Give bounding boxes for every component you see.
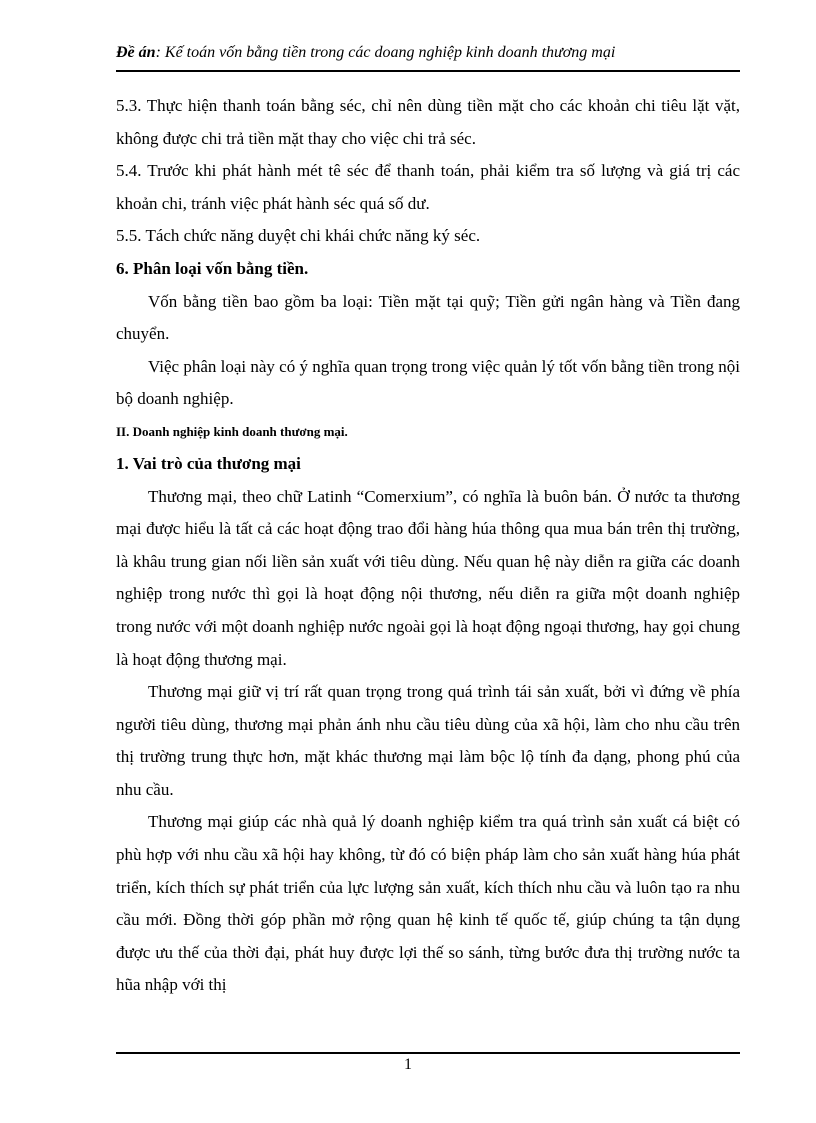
paragraph-3: Thương mại giúp các nhà quả lý doanh nghiệp kiểm tra quá trình sản xuất cá biệt có phù hợp với nhu cầu xã hội hay không, từ đó có biện pháp làm cho sản xuất hàng húa phát triển, kích thích sự phát triển của lực lượng sản xuất, kích thích nhu cầu và luôn tạo ra nhu cầu mới. Đồng thời góp phần mở rộng quan hệ kinh tế quốc tế, giúp chúng ta tận dụng được ưu thế của thời đại, phát huy được lợi thế so sánh, từng bước đưa thị trường nước ta hũa nhập với thị [116,812,740,995]
paragraph-2: Thương mại giữ vị trí rất quan trọng trong quá trình tái sản xuất, bởi vì đứng về phía người tiêu dùng, thương mại phản ánh nhu cầu tiêu dùng của xã hội, làm cho nhu cầu trên thị trường trung thực hơn, mặt khác thương mại làm bộc lộ tính đa dạng, phong phú của nhu cầu. [116,682,740,799]
header-divider [116,70,740,72]
paragraph-1: Thương mại, theo chữ Latinh “Comerxium”, có nghĩa là buôn bán. Ở nước ta thương mại được hiểu là tất cả các hoạt động trao đổi hàng húa thông qua mua bán trên thị trường, là khâu trung gian nối liền sản xuất với tiêu dùng. Nếu quan hệ này diễn ra giữa các doanh nghiệp trong nước thì gọi là hoạt động nội thương, nếu diễn ra giữa một doanh nghiệp trong nước với một doanh nghiệp nước ngoài gọi là hoạt động ngoại thương, hay gọi chung là hoạt động thương mại. [116,486,740,669]
heading-6: 6. Phân loại vốn bằng tiền. [116,258,309,278]
section-ii-heading: II. Doanh nghiệp kinh doanh thương mại. [116,423,348,439]
page-header [116,44,740,62]
heading-1: 1. Vai trò của thương mại [116,453,301,473]
page-number: 1 [404,1056,412,1073]
item-5-4: 5.4. Trước khi phát hành mét tê séc để thanh toán, phải kiểm tra số lượng và giá trị các khoản chi, tránh việc phát hành séc quá số dư. [116,161,740,213]
header-title: : Kế toán vốn bằng tiền trong các doang nghiệp kinh doanh thương mại [155,44,616,61]
document-body [116,90,740,1002]
paragraph-6-2: Việc phân loại này có ý nghĩa quan trọng trong việc quản lý tốt vốn bằng tiền trong nội bộ doanh nghiệp. [116,356,740,409]
item-5-3: 5.3. Thực hiện thanh toán bằng séc, chỉ nên dùng tiền mặt cho các khoản chi tiêu lặt vặt, không được chi trả tiền mặt thay cho việc chi trả séc. [116,96,740,148]
paragraph-6-1: Vốn bằng tiền bao gồm ba loại: Tiền mặt tại quỹ; Tiền gửi ngân hàng và Tiền đang chuyển. [116,291,740,344]
footer-divider [116,1052,740,1054]
item-5-5: 5.5. Tách chức năng duyệt chi khái chức năng ký séc. [116,226,481,246]
header-lead: Đề án [116,44,156,61]
